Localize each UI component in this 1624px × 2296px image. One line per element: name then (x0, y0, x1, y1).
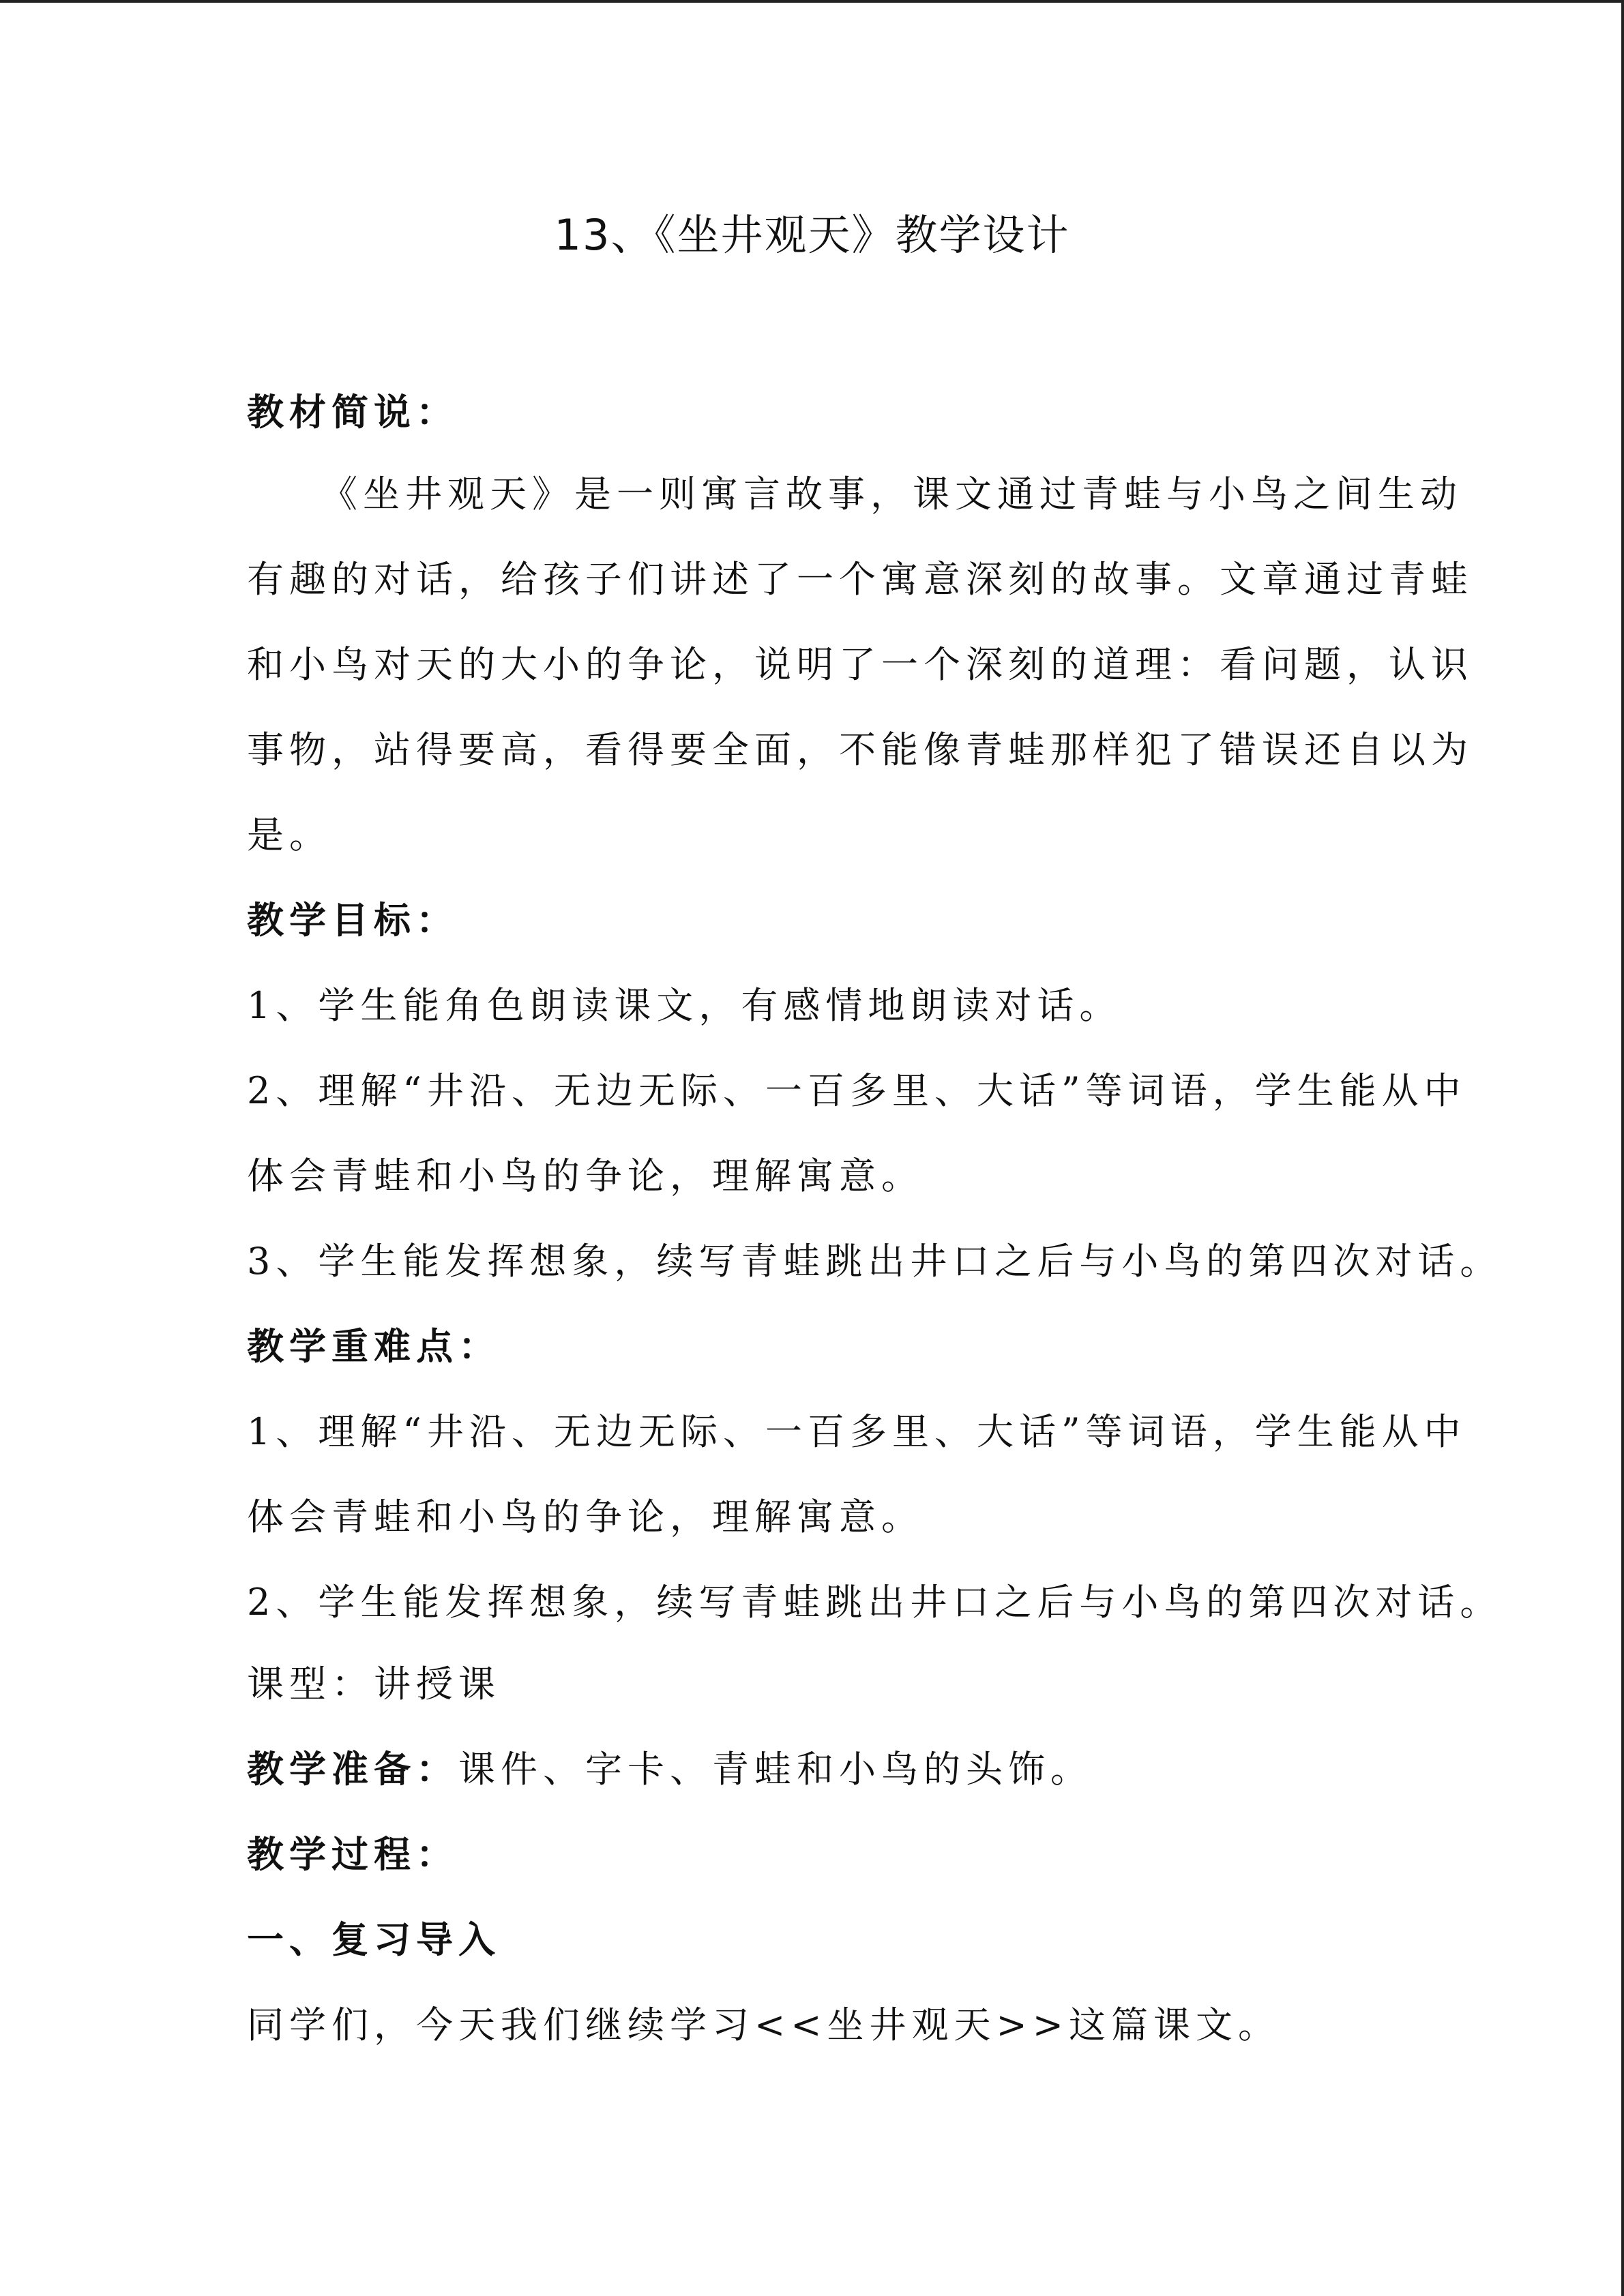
material-line: 是。 (247, 814, 331, 856)
preparation-label: 教学准备： (247, 1748, 458, 1791)
heading-keypoints: 教学重难点： (247, 1325, 501, 1368)
document-title: 13、《坐井观天》教学设计 (554, 210, 1070, 260)
heading-process: 教学过程： (247, 1833, 458, 1876)
preparation-text: 课件、字卡、青蛙和小鸟的头饰。 (458, 1748, 1093, 1791)
goal-line: 1、学生能角色朗读课文，有感情地朗读对话。 (247, 984, 1122, 1027)
heading-goals: 教学目标： (247, 899, 458, 942)
goal-line: 体会青蛙和小鸟的争论，理解寓意。 (247, 1154, 924, 1197)
material-line: 《坐井观天》是一则寓言故事，课文通过青蛙与小鸟之间生动 (321, 473, 1462, 516)
heading-material: 教材简说： (247, 391, 458, 434)
material-line: 和小鸟对天的大小的争论，说明了一个深刻的道理：看问题，认识 (247, 643, 1473, 686)
step1-heading: 一、复习导入 (247, 1918, 501, 1961)
material-line: 有趣的对话，给孩子们讲述了一个寓意深刻的故事。文章通过青蛙 (247, 558, 1473, 601)
preparation-line (247, 1746, 1379, 1793)
lesson-type: 课型：讲授课 (247, 1663, 501, 1705)
keypoint-line: 1、理解“井沿、无边无际、一百多里、大话”等词语，学生能从中 (247, 1410, 1466, 1453)
keypoint-line: 体会青蛙和小鸟的争论，理解寓意。 (247, 1495, 924, 1538)
keypoint-line: 2、学生能发挥想象，续写青蛙跳出井口之后与小鸟的第四次对话。 (247, 1581, 1503, 1624)
goal-line: 2、理解“井沿、无边无际、一百多里、大话”等词语，学生能从中 (247, 1069, 1466, 1112)
material-line: 事物，站得要高，看得要全面，不能像青蛙那样犯了错误还自以为 (247, 728, 1473, 771)
goal-line: 3、学生能发挥想象，续写青蛙跳出井口之后与小鸟的第四次对话。 (247, 1240, 1503, 1283)
step1-text: 同学们，今天我们继续学习<<坐井观天>>这篇课文。 (247, 2003, 1280, 2046)
